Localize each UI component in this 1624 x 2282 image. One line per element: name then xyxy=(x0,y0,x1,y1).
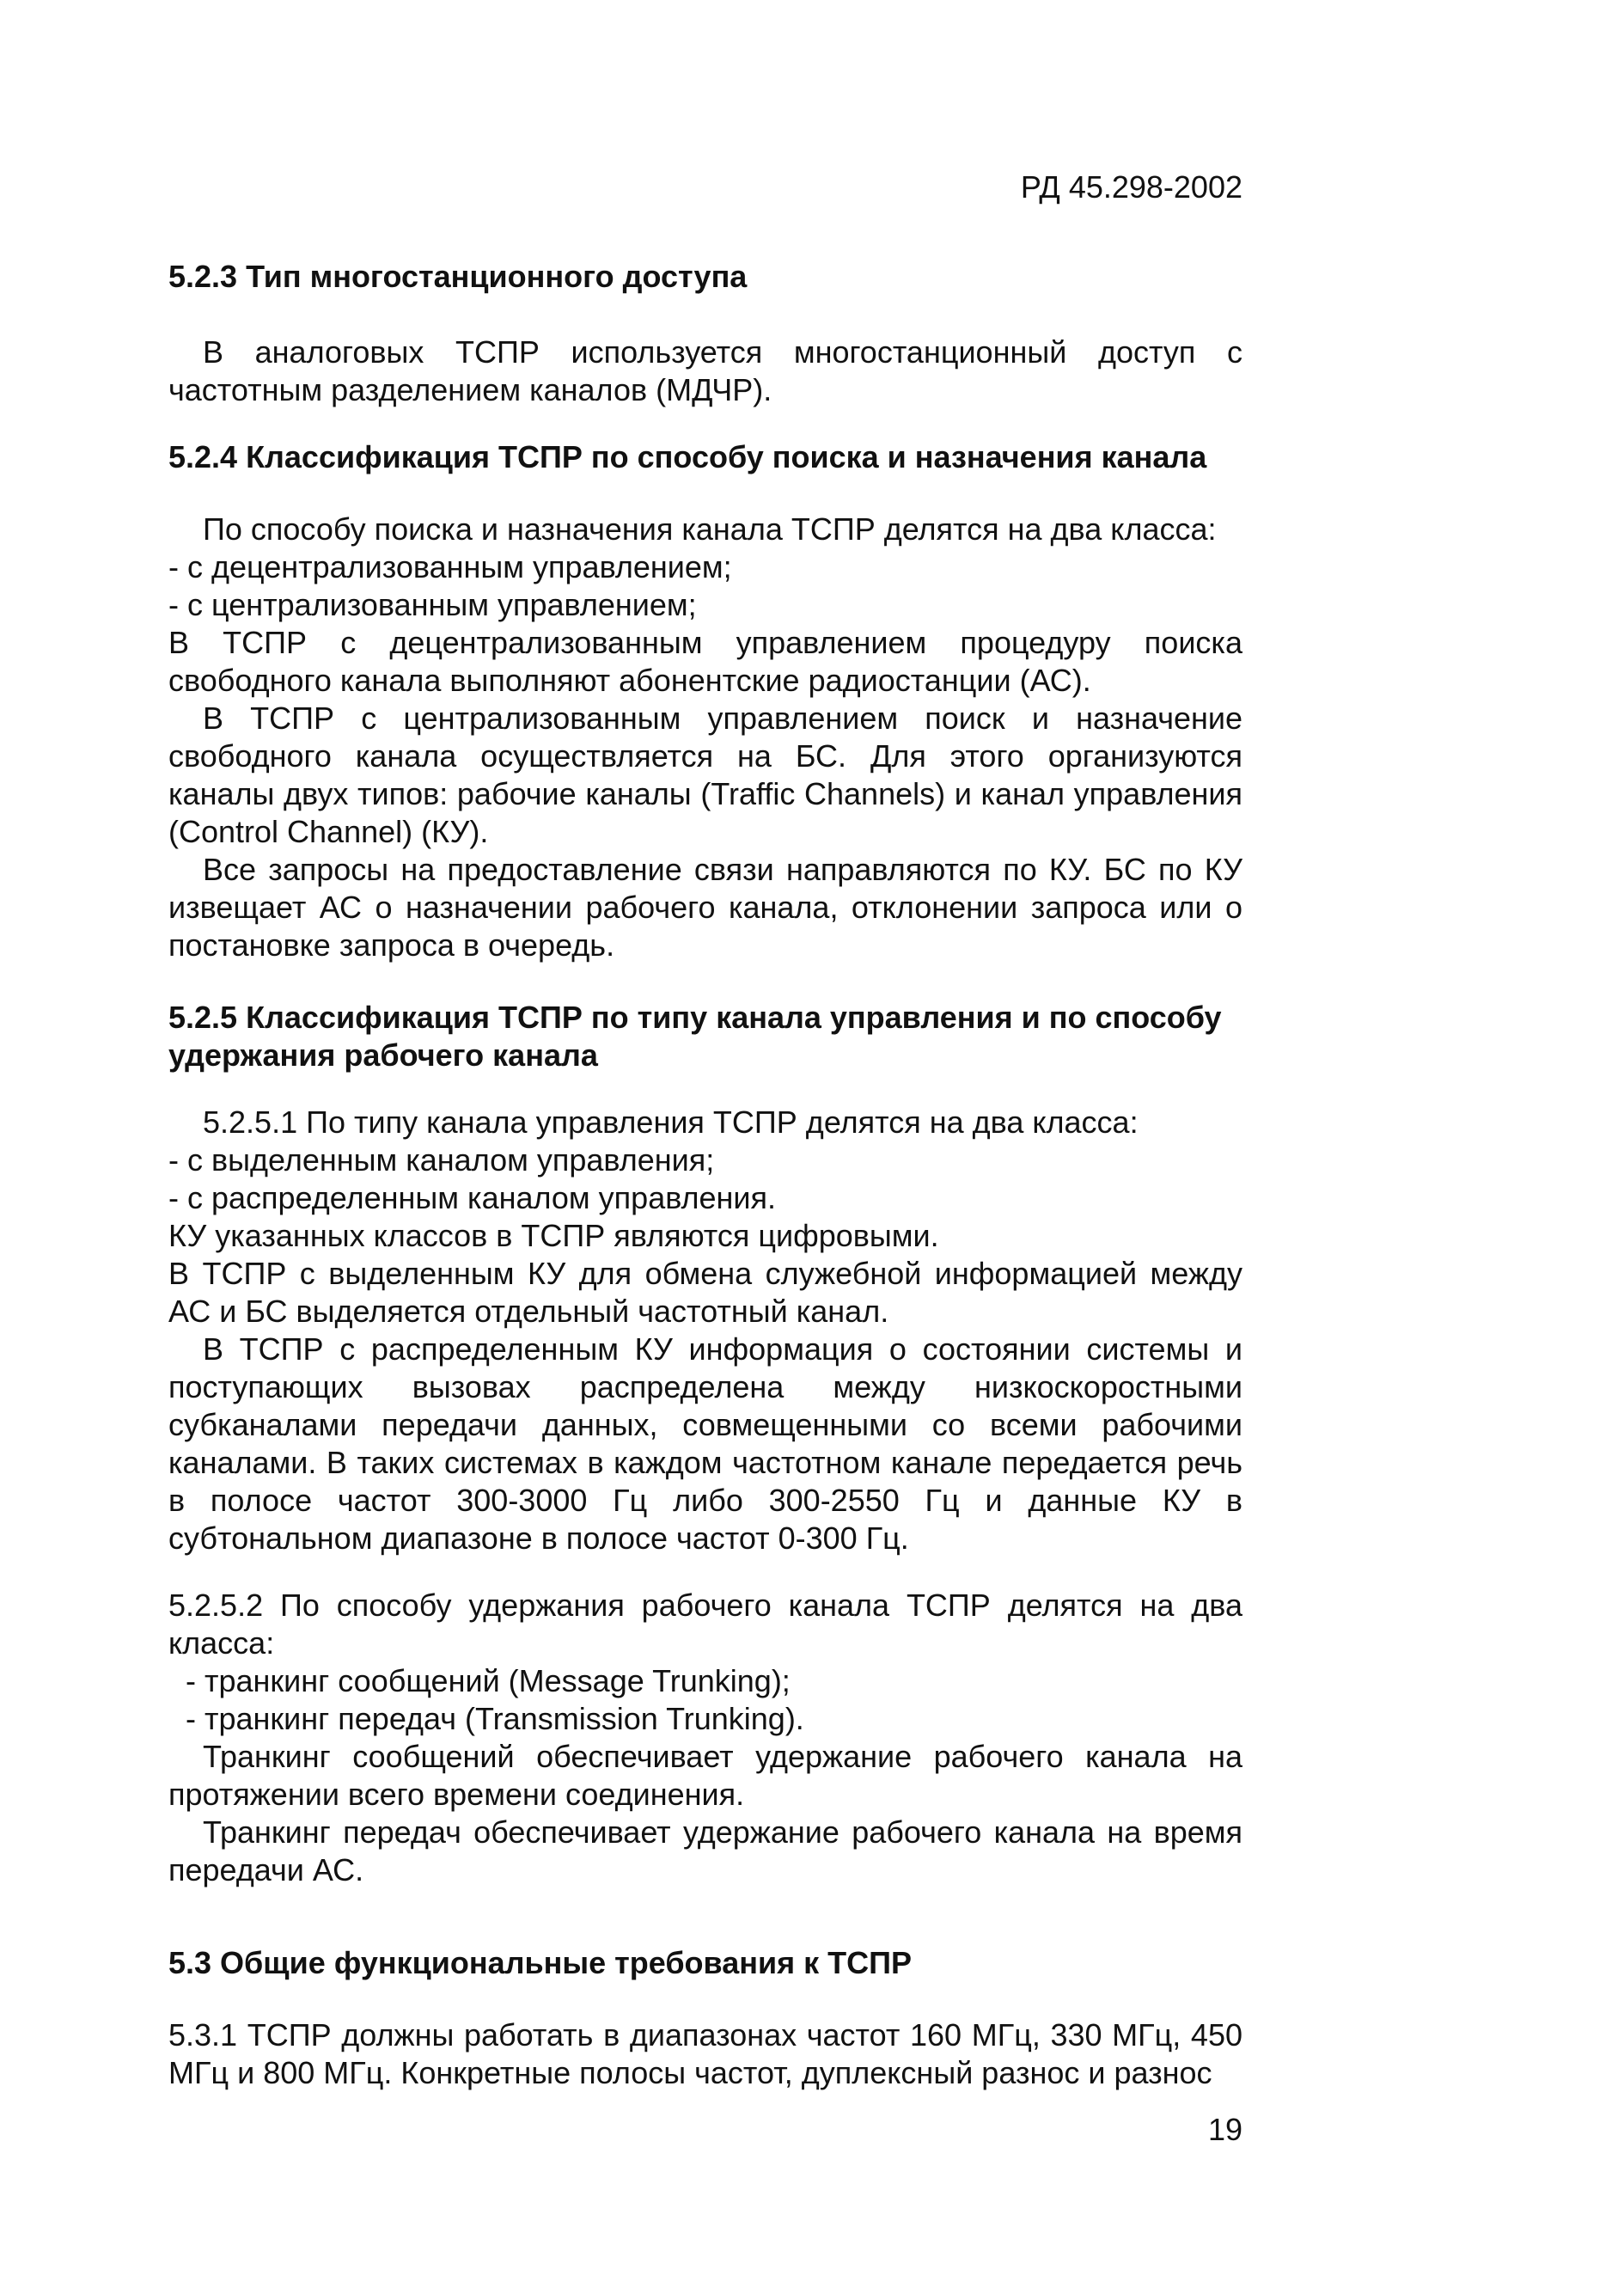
list-item: - с распределенным каналом управления. xyxy=(168,1180,777,1215)
section-heading-5-3: 5.3 Общие функциональные требования к ТСПР xyxy=(168,1945,913,1980)
list-item: - с выделенным каналом управления; xyxy=(168,1142,715,1178)
page-number: 19 xyxy=(1207,2112,1242,2147)
document-body xyxy=(168,258,1242,2092)
paragraph: Все запросы на предоставление связи направляются по КУ. БС по КУ извещает АС о назначении рабочего канала, отклонении запроса или о постановке запроса в очередь. xyxy=(168,852,1242,963)
paragraph: В ТСПР с распределенным КУ информация о состоянии системы и поступающих вызовах распределена между низкоскоростными субканалами передачи данных, совмещенными со всеми рабочими каналами. В таких системах в каждом частотном канале передается речь в полосе частот 300-3000 Гц либо 300-2550 Гц и данные КУ в субтональном диапазоне в полосе частот 0-300 Гц. xyxy=(168,1331,1242,1556)
paragraph: По способу поиска и назначения канала ТСПР делятся на два класса: xyxy=(203,511,1217,547)
paragraph: КУ указанных классов в ТСПР являются цифровыми. xyxy=(168,1218,939,1253)
paragraph: Транкинг передач обеспечивает удержание рабочего канала на время передачи АС. xyxy=(168,1814,1242,1887)
section-heading-5-2-3: 5.2.3 Тип многостанционного доступа xyxy=(168,259,748,294)
paragraph: В ТСПР с выделенным КУ для обмена служебной информацией между АС и БС выделяется отдельный частотный канал. xyxy=(168,1256,1242,1329)
paragraph: В аналоговых ТСПР используется многостанционный доступ с частотным разделением каналов (МДЧР). xyxy=(168,334,1242,407)
paragraph: Транкинг сообщений обеспечивает удержание рабочего канала на протяжении всего времени соединения. xyxy=(168,1739,1242,1812)
list-item: - с централизованным управлением; xyxy=(168,587,697,622)
paragraph: В ТСПР с централизованным управлением поиск и назначение свободного канала осуществляется на БС. Для этого организуются каналы двух типов: рабочие каналы (Traffic Channels) и канал управления (Control Channel) (КУ). xyxy=(168,701,1242,849)
paragraph: В ТСПР с децентрализованным управлением процедуру поиска свободного канала выполняют абонентские радиостанции (АС). xyxy=(168,625,1242,698)
list-item: - с децентрализованным управлением; xyxy=(168,549,732,584)
paragraph: 5.3.1 ТСПР должны работать в диапазонах частот 160 МГц, 330 МГц, 450 МГц и 800 МГц. Конкретные полосы частот, дуплексный разнос и разнос xyxy=(168,2017,1242,2090)
section-heading-5-2-5: 5.2.5 Классификация ТСПР по типу канала управления и по способу удержания рабочего канала xyxy=(168,1000,1222,1073)
paragraph: 5.2.5.1 По типу канала управления ТСПР делятся на два класса: xyxy=(203,1104,1139,1140)
section-heading-5-2-4: 5.2.4 Классификация ТСПР по способу поиска и назначения канала xyxy=(168,439,1207,474)
paragraph: 5.2.5.2 По способу удержания рабочего канала ТСПР делятся на два класса: xyxy=(168,1588,1242,1661)
document-code: РД 45.298-2002 xyxy=(1020,169,1242,205)
list-item: - транкинг передач (Transmission Trunking). xyxy=(186,1701,804,1736)
list-item: - транкинг сообщений (Message Trunking); xyxy=(186,1663,791,1698)
